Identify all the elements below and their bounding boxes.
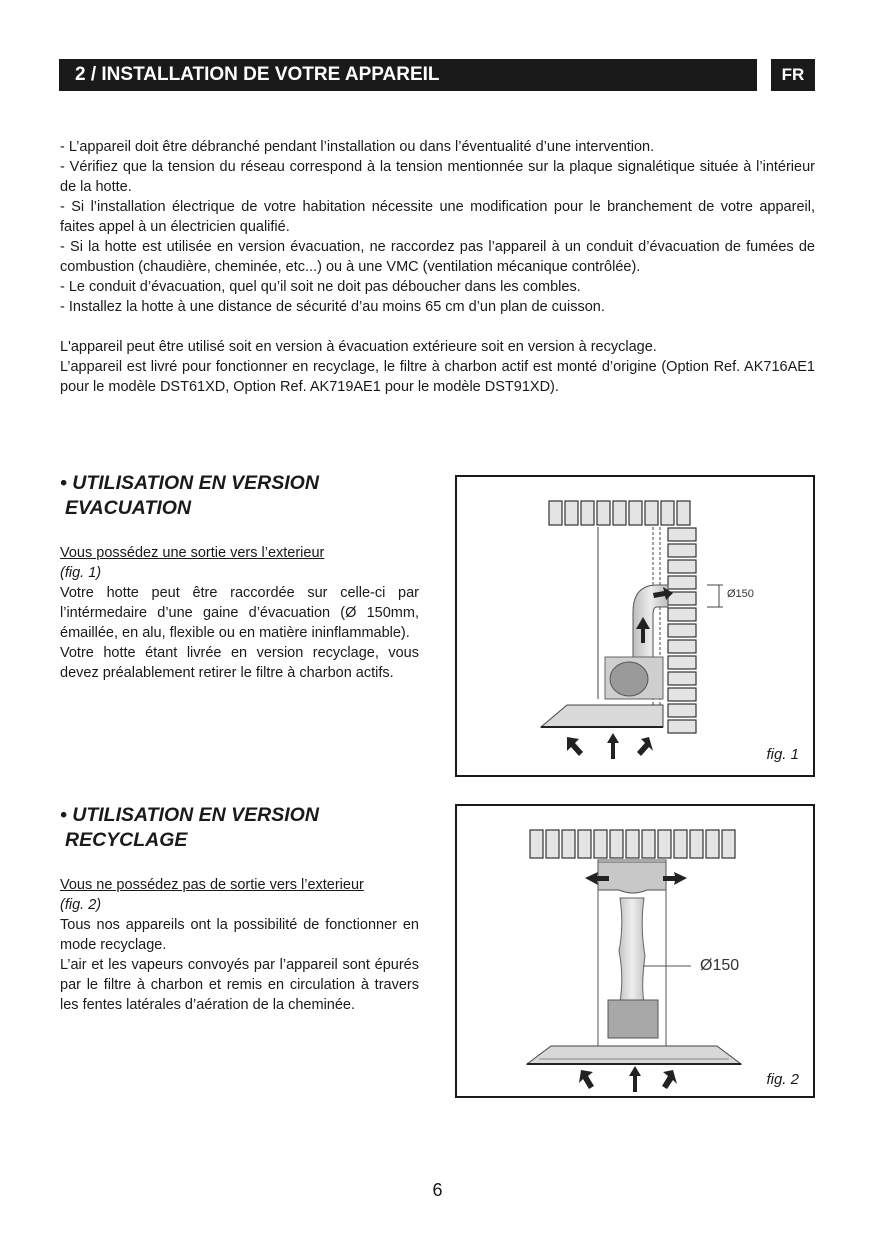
diameter-label: Ø150 <box>700 957 740 974</box>
language-badge: FR <box>771 59 815 91</box>
evacuation-text: Votre hotte peut être raccordée sur celle-ci par l’intérmedaire d’une gaine d’évacuation (Ø 150mm, émaillée, en alu, flexible ou en matière ininflammable). <box>60 585 419 641</box>
figure-caption: fig. 2 <box>766 1071 799 1088</box>
recyclage-text: Tous nos appareils ont la possibilité de fonctionner en mode recyclage. <box>60 917 419 953</box>
recyclage-title <box>60 803 319 853</box>
evacuation-diagram <box>457 477 813 775</box>
evacuation-text: Votre hotte étant livrée en version recyclage, vous devez préalablement retirer le filtre à charbon actifs. <box>60 645 419 681</box>
section-header: 2 / INSTALLATION DE VOTRE APPAREIL <box>59 59 757 91</box>
intro-text <box>60 137 815 397</box>
evacuation-title <box>60 471 319 521</box>
intro-bullet: - Si la hotte est utilisée en version évacuation, ne raccordez pas l’appareil à un conduit d’évacuation de fumées de combustion (chaudière, cheminée, etc...) ou à une VMC (ventilation mécanique contrôlée). <box>60 239 815 275</box>
evacuation-fig-ref: (fig. 1) <box>60 565 102 581</box>
intro-bullet: - Vérifiez que la tension du réseau correspond à la tension mentionnée sur la plaque signalétique située à l’intérieur de la hotte. <box>60 159 815 195</box>
recyclage-body <box>60 875 419 1015</box>
diameter-label: Ø150 <box>727 588 754 600</box>
recyclage-subtitle: Vous ne possédez pas de sortie vers l’exterieur <box>60 877 364 893</box>
figure-1 <box>455 475 815 777</box>
intro-paragraph: L'appareil peut être utilisé soit en version à évacuation extérieure soit en version à recyclage. <box>60 339 657 355</box>
figure-2 <box>455 804 815 1098</box>
page-number: 6 <box>432 1180 443 1200</box>
recyclage-fig-ref: (fig. 2) <box>60 897 102 913</box>
intro-bullet: - L’appareil doit être débranché pendant l’installation ou dans l’éventualité d’une intervention. <box>60 139 655 155</box>
intro-bullet: - Le conduit d’évacuation, quel qu’il soit ne doit pas déboucher dans les combles. <box>60 279 581 295</box>
evacuation-subtitle: Vous possédez une sortie vers l’exterieur <box>60 545 325 561</box>
intro-paragraph: L’appareil est livré pour fonctionner en recyclage, le filtre à charbon actif est monté d’origine (Option Ref. AK716AE1 pour le modèle DST61XD, Option Ref. AK719AE1 pour le modèle DST91XD). <box>60 359 815 395</box>
recyclage-text: L’air et les vapeurs convoyés par l’appareil sont épurés par le filtre à charbon et remis en circulation à travers les fentes latérales d’aération de la cheminée. <box>60 957 419 1013</box>
figure-caption: fig. 1 <box>766 746 799 763</box>
recyclage-title-line2: RECYCLAGE <box>65 829 188 851</box>
evacuation-title-line2: EVACUATION <box>65 497 192 519</box>
recyclage-diagram <box>457 806 813 1096</box>
evacuation-title-line1: • UTILISATION EN VERSION <box>60 472 319 494</box>
intro-bullet: - Si l’installation électrique de votre habitation nécessite une modification pour le branchement de votre appareil, faites appel à un électricien qualifié. <box>60 199 815 235</box>
recyclage-title-line1: • UTILISATION EN VERSION <box>60 804 319 826</box>
evacuation-body <box>60 543 419 683</box>
intro-bullet: - Installez la hotte à une distance de sécurité d’au moins 65 cm d’un plan de cuisson. <box>60 299 605 315</box>
